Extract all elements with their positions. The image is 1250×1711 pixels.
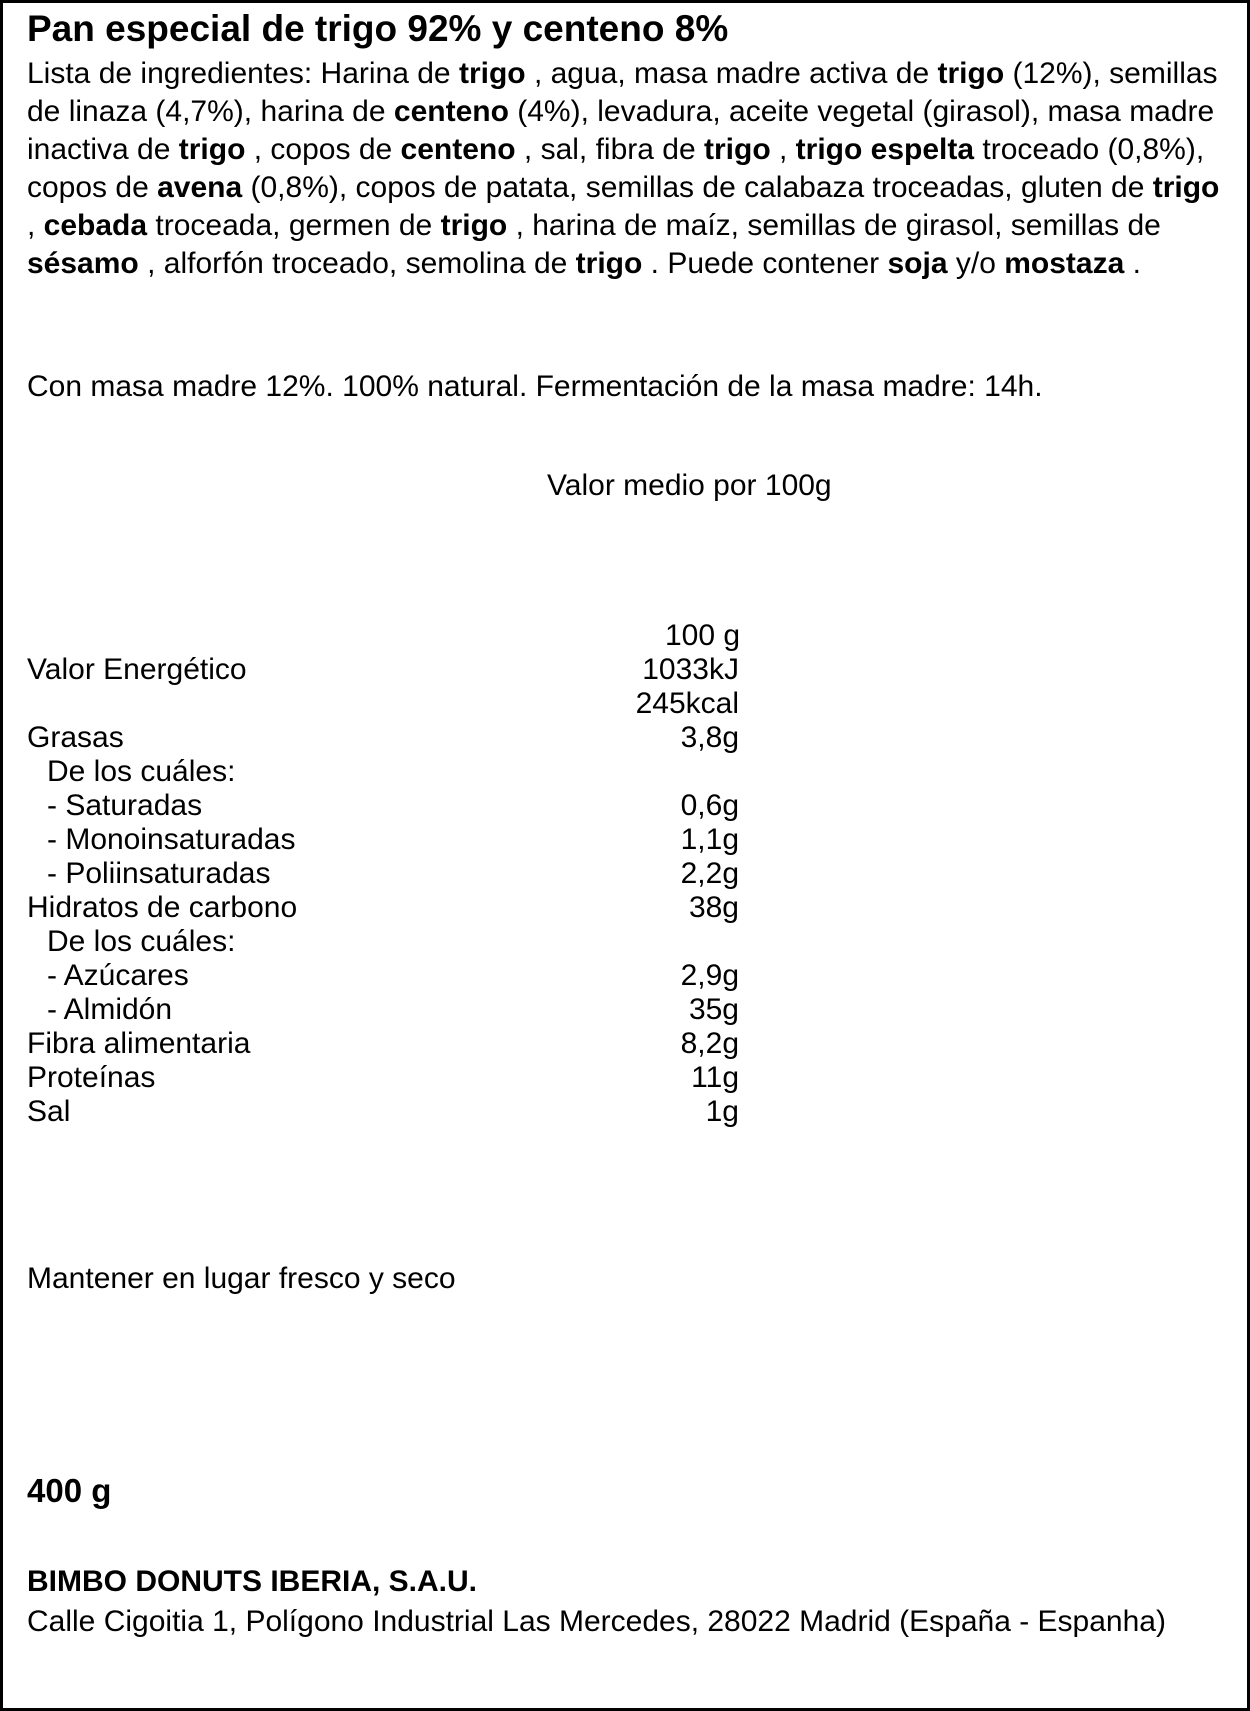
nutrition-row-label: - Almidón [47, 993, 173, 1026]
allergen-text: trigo [937, 57, 1005, 90]
ingredient-text: . [1124, 247, 1141, 280]
net-weight: 400 g [27, 1472, 112, 1509]
allergen-text: trigo espelta [795, 133, 975, 166]
allergen-text: mostaza [1004, 247, 1125, 280]
ingredient-text: (12%), semillas de linaza (4,7%), harina de [27, 57, 1218, 128]
nutrition-row-value: 2,9g [680, 959, 739, 992]
allergen-text: trigo [1152, 171, 1220, 204]
nutrition-row-value: 2,2g [680, 857, 739, 890]
nutrition-row-value: 1,1g [680, 823, 739, 856]
ingredient-text: troceada, germen de [147, 209, 441, 242]
ingredient-text: (4%), levadura, aceite vegetal (girasol), masa madre inactiva de [27, 95, 1215, 166]
nutrition-row-label: Grasas [27, 721, 124, 754]
nutrition-row-label: De los cuáles: [47, 755, 236, 788]
nutrition-row-value: 11g [691, 1061, 739, 1094]
allergen-text: centeno [393, 95, 509, 128]
allergen-text: centeno [400, 133, 516, 166]
nutrition-caption: Valor medio por 100g [547, 469, 832, 502]
ingredient-text: , agua, masa madre activa de [525, 57, 938, 90]
nutrition-row-value: 1g [705, 1095, 739, 1128]
company-address: Calle Cigoitia 1, Polígono Industrial Las Mercedes, 28022 Madrid (España - Espanha) [27, 1605, 1166, 1638]
nutrition-row-label: De los cuáles: [47, 925, 236, 958]
ingredients-list [27, 55, 1227, 283]
nutrition-row-value: 38g [688, 891, 739, 924]
nutrition-row-label: - Monoinsaturadas [47, 823, 296, 856]
nutrition-row-value: 0,6g [680, 789, 739, 822]
product-title: Pan especial de trigo 92% y centeno 8% [27, 8, 729, 49]
nutrition-row-value: 245kcal [635, 687, 739, 720]
allergen-text: trigo [178, 133, 246, 166]
nutrition-row-label: Sal [27, 1095, 71, 1128]
nutrition-row-label: - Saturadas [47, 789, 203, 822]
allergen-text: avena [157, 171, 243, 204]
nutrition-row-label: Hidratos de carbono [27, 891, 298, 924]
nutrition-row-value: 3,8g [680, 721, 739, 754]
allergen-text: trigo [440, 209, 508, 242]
allergen-text: cebada [43, 209, 148, 242]
ingredient-text: , harina de maíz, semillas de girasol, semillas de [507, 209, 1161, 242]
nutrition-row-value: 8,2g [680, 1027, 739, 1060]
ingredient-text: . Puede contener [642, 247, 888, 280]
allergen-text: soja [887, 247, 948, 280]
ingredient-text: y/o [947, 247, 1005, 280]
nutrition-row-label: - Poliinsaturadas [47, 857, 271, 890]
ingredient-text: , sal, fibra de [515, 133, 704, 166]
allergen-text: trigo [458, 57, 526, 90]
nutrition-row-label: - Azúcares [47, 959, 189, 992]
nutrition-row-label: Valor Energético [27, 653, 247, 686]
ingredient-text: troceado (0,8%), copos de [27, 133, 1205, 204]
allergen-text: trigo [575, 247, 643, 280]
nutrition-row-label: Proteínas [27, 1061, 156, 1094]
nutrition-row-value: 1033kJ [642, 653, 739, 686]
ingredient-text: Lista de ingredientes: Harina de [27, 57, 459, 90]
company-name: BIMBO DONUTS IBERIA, S.A.U. [27, 1565, 478, 1598]
nutrition-column-header: 100 g [665, 619, 741, 652]
ingredient-text: , alforfón troceado, semolina de [138, 247, 576, 280]
ingredient-text: (0,8%), copos de patata, semillas de calabaza troceadas, gluten de [242, 171, 1153, 204]
sourdough-note: Con masa madre 12%. 100% natural. Fermentación de la masa madre: 14h. [27, 370, 1043, 403]
ingredient-text: , [27, 209, 44, 242]
allergen-text: trigo [704, 133, 771, 166]
ingredient-text: , copos de [245, 133, 401, 166]
allergen-text: sésamo [27, 247, 139, 280]
nutrition-row-value: 35g [688, 993, 739, 1026]
nutrition-row-label: Fibra alimentaria [27, 1027, 251, 1060]
storage-instructions: Mantener en lugar fresco y seco [27, 1262, 456, 1295]
ingredient-text: , [770, 133, 796, 166]
